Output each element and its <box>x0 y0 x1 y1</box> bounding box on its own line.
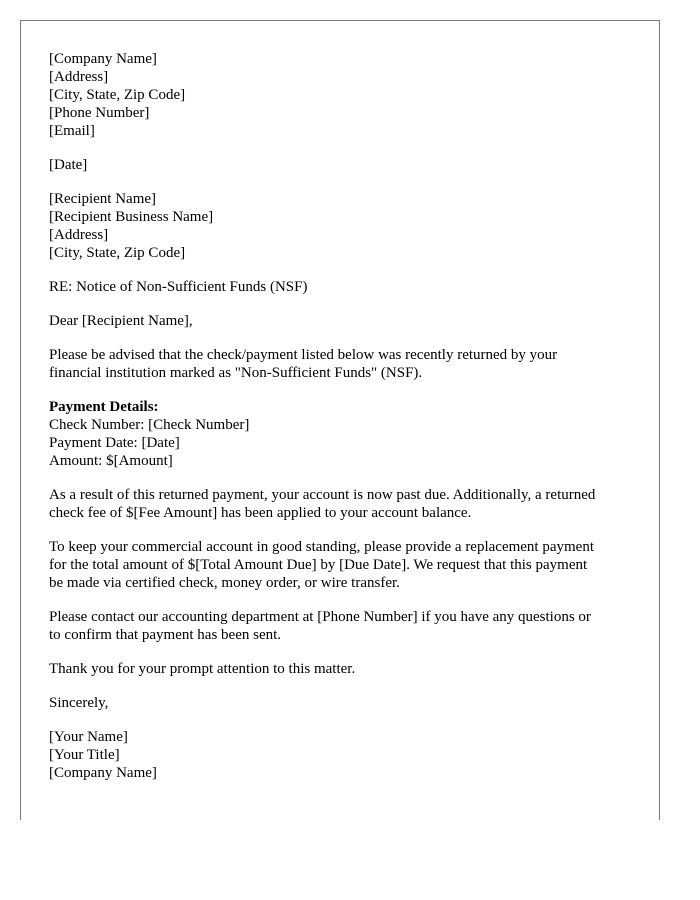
recipient-business-name: [Recipient Business Name] <box>49 209 214 225</box>
payment-amount: Amount: $[Amount] <box>49 453 173 469</box>
signature-block <box>49 728 639 782</box>
thanks-paragraph <box>49 660 639 678</box>
result-line: check fee of $[Fee Amount] has been applied to your account balance. <box>49 505 472 521</box>
closing-line: Sincerely, <box>49 695 109 711</box>
sender-email: [Email] <box>49 123 95 139</box>
sender-company-name: [Company Name] <box>49 51 157 67</box>
closing-block <box>49 694 639 712</box>
standing-paragraph <box>49 538 639 592</box>
signature-title: [Your Title] <box>49 747 120 763</box>
recipient-city-state-zip: [City, State, Zip Code] <box>49 245 186 261</box>
subject-block <box>49 278 639 296</box>
intro-line: Please be advised that the check/payment listed below was recently returned by your <box>49 347 558 363</box>
sender-block <box>49 50 639 140</box>
letter-date: [Date] <box>49 157 88 173</box>
recipient-name: [Recipient Name] <box>49 191 157 207</box>
intro-line: financial institution marked as "Non-Sufficient Funds" (NSF). <box>49 365 423 381</box>
sender-phone: [Phone Number] <box>49 105 150 121</box>
letter-body <box>49 50 639 798</box>
salutation-block <box>49 312 639 330</box>
intro-paragraph <box>49 346 639 382</box>
check-number: Check Number: [Check Number] <box>49 417 250 433</box>
payment-date: Payment Date: [Date] <box>49 435 180 451</box>
payment-details-heading: Payment Details: <box>49 399 159 415</box>
letter-page <box>20 20 660 820</box>
sender-address: [Address] <box>49 69 109 85</box>
recipient-address: [Address] <box>49 227 109 243</box>
result-line: As a result of this returned payment, your account is now past due. Additionally, a returned <box>49 487 596 503</box>
date-block <box>49 156 639 174</box>
contact-line: to confirm that payment has been sent. <box>49 627 282 643</box>
standing-line: be made via certified check, money order, or wire transfer. <box>49 575 400 591</box>
salutation: Dear [Recipient Name], <box>49 313 193 329</box>
contact-line: Please contact our accounting department at [Phone Number] if you have any questions or <box>49 609 591 625</box>
subject-line: RE: Notice of Non-Sufficient Funds (NSF) <box>49 279 308 295</box>
result-paragraph <box>49 486 639 522</box>
standing-line: To keep your commercial account in good standing, please provide a replacement payment <box>49 539 595 555</box>
recipient-block <box>49 190 639 262</box>
standing-line: for the total amount of $[Total Amount Due] by [Due Date]. We request that this payment <box>49 557 588 573</box>
signature-company: [Company Name] <box>49 765 157 781</box>
thanks-line: Thank you for your prompt attention to this matter. <box>49 661 356 677</box>
contact-paragraph <box>49 608 639 644</box>
sender-city-state-zip: [City, State, Zip Code] <box>49 87 186 103</box>
payment-details-block <box>49 398 639 470</box>
signature-name: [Your Name] <box>49 729 128 745</box>
